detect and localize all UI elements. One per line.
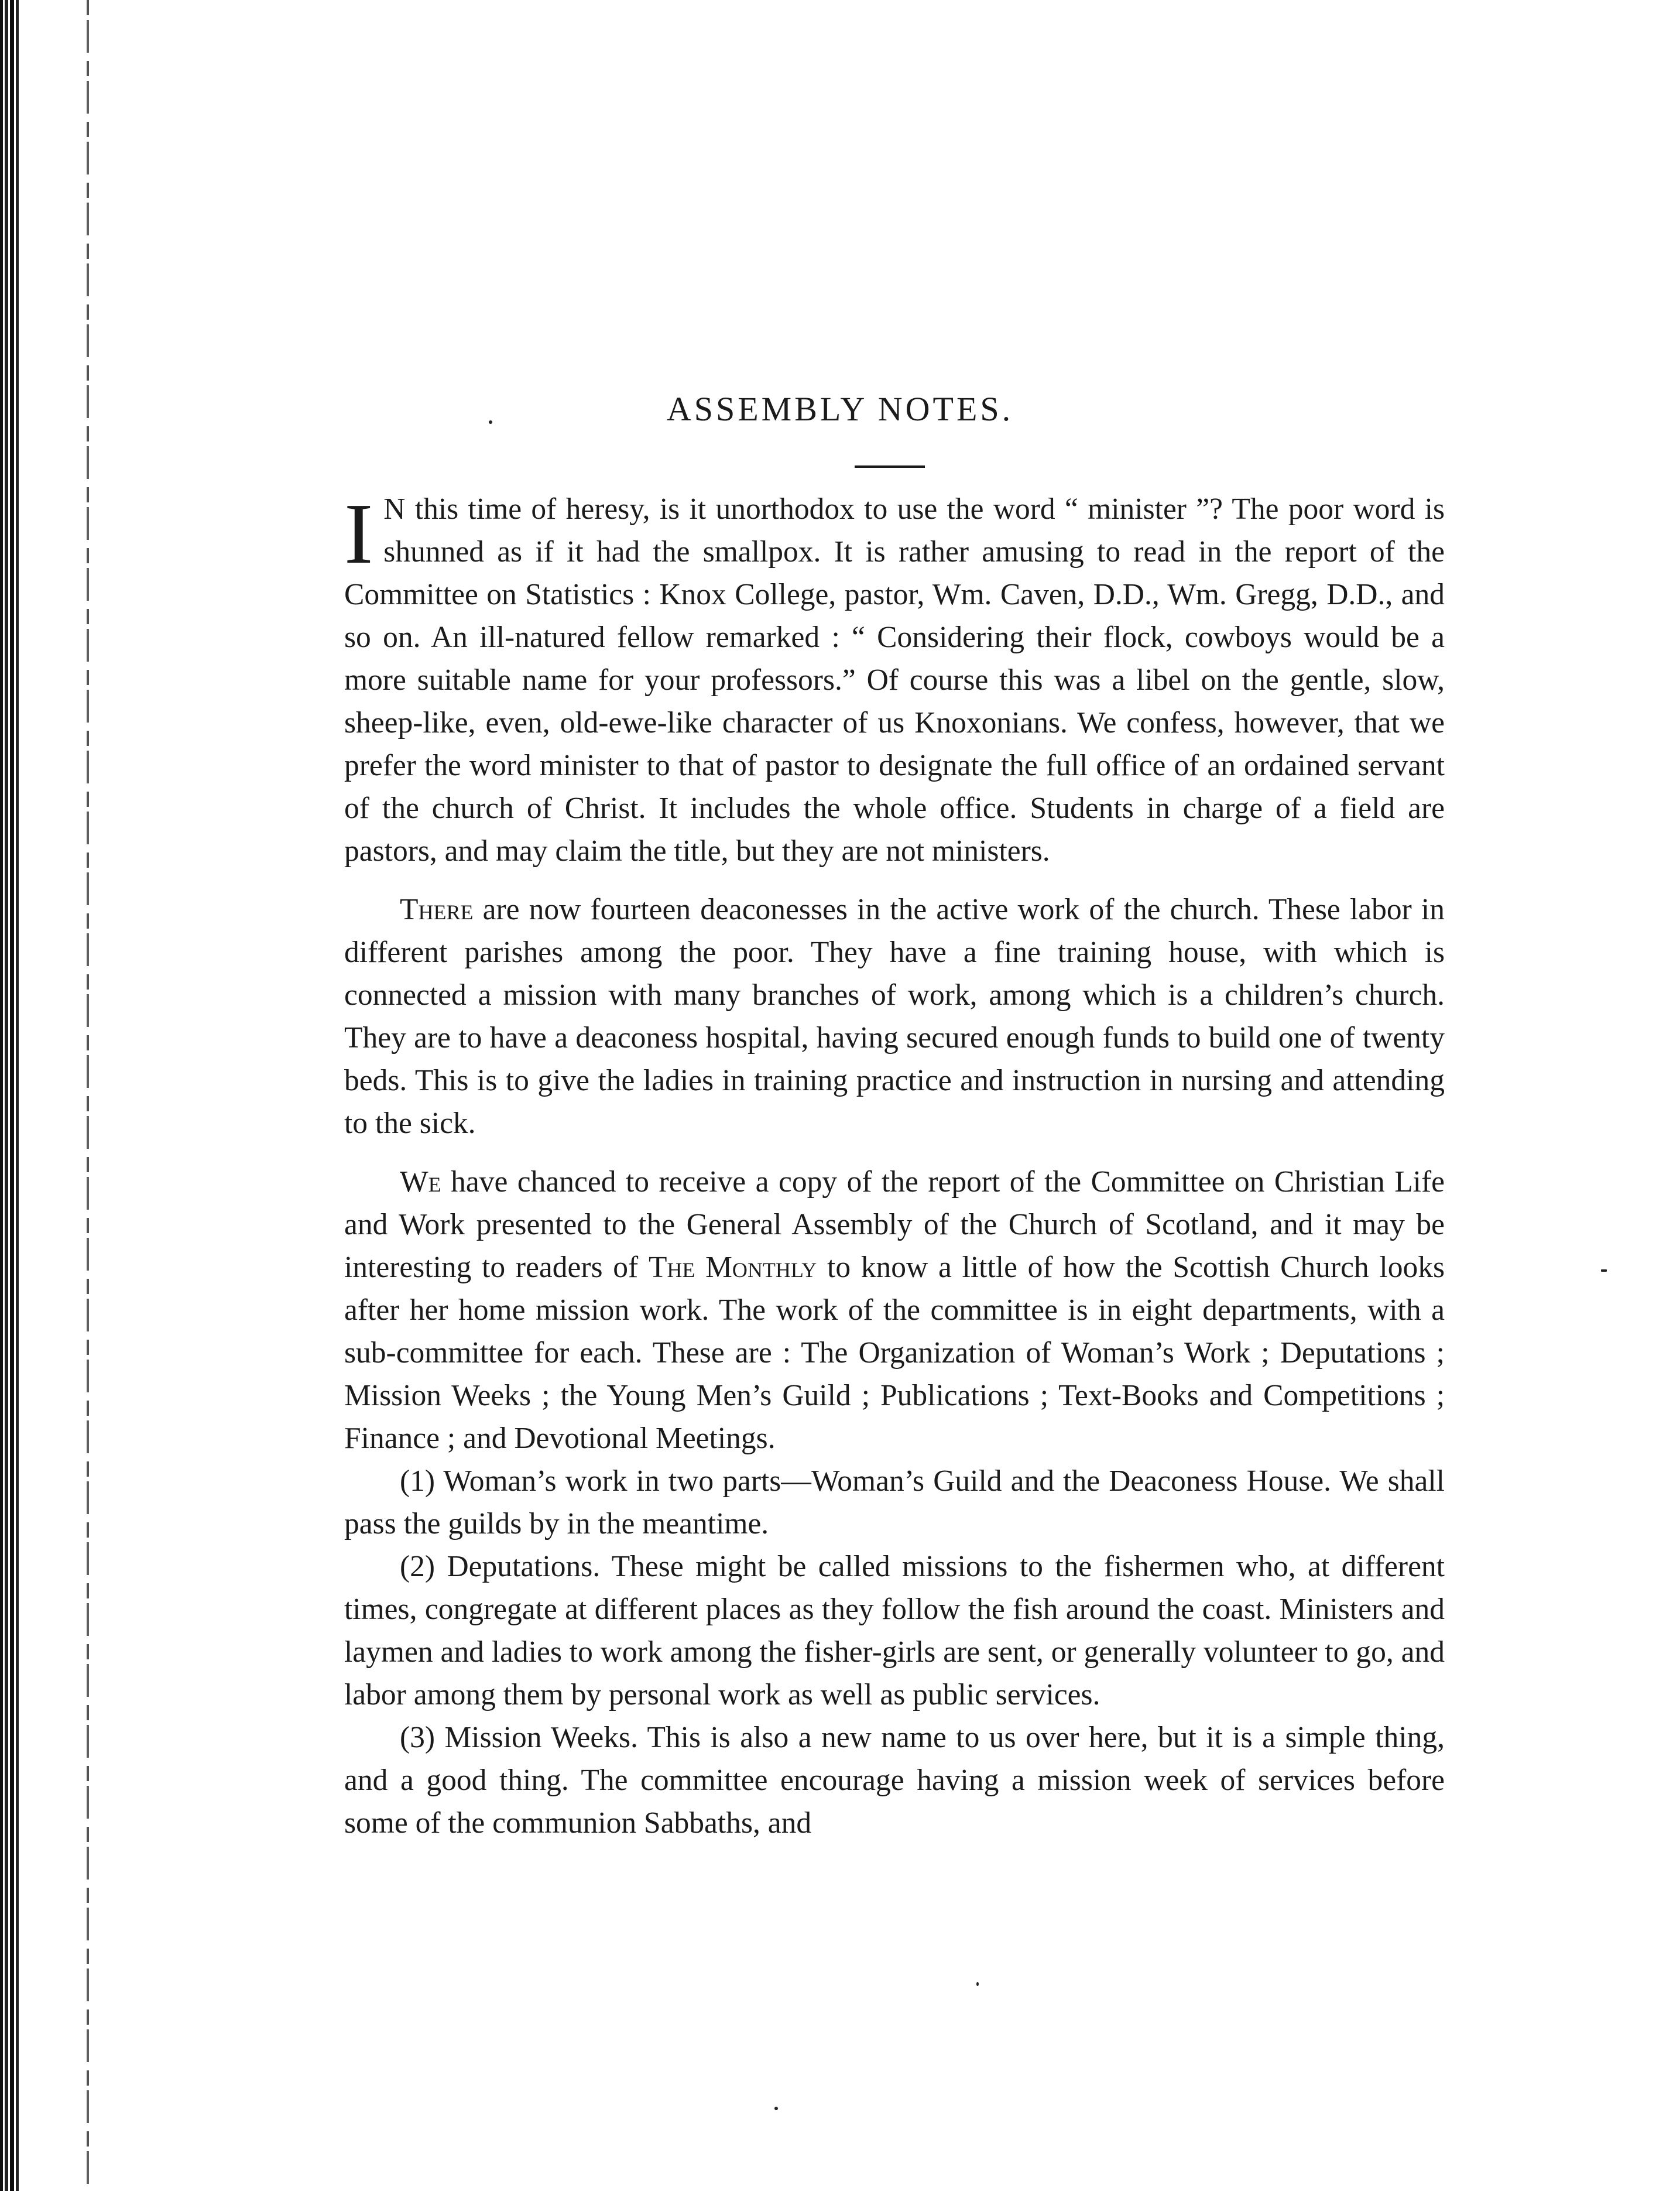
paragraph-text: are now fourteen deaconesses in the active work of the church. These labor in different parishes among the poor. They have a fine training house, with which is connected a mission with many branches of work, among which is a children’s church. They are to have a deaconess hospital, having secured enough funds to build one of twenty beds. This is to give the ladies in training practice and instruction in nursing and attending to the sick. xyxy=(344,893,1445,1140)
paragraph-text: (1) Woman’s work in two parts—Woman’s Guild and the Deaconess House. We shall pass the guilds by in the meantime. xyxy=(344,1464,1445,1540)
book-binding-edge xyxy=(0,0,23,2191)
ink-speck xyxy=(1601,1269,1607,1272)
paragraph-text: this time of heresy, is it unorthodox to use the word “ minister ”? The poor word is shunned as if it had the smallpox. It is rather amusing to read in the report of the Committee on Statistics : Knox College, pastor, Wm. Caven, D.D., Wm. Gregg, D.D., and so on. An ill-natured fellow remarked : “ Considering their flock, cowboys would be a more suitable name for your professors.” Of course this was a libel on the gentle, slow, sheep-like, even, old-ewe-like character of us Knoxonians. We confess, however, that we prefer the word minister to that of pastor to designate the full office of an ordained servant of the church of Christ. It includes the whole office. Students in charge of a field are pastors, and may claim the title, but they are not ministers. xyxy=(344,492,1445,868)
lead-word: We xyxy=(400,1165,441,1199)
page-title: ASSEMBLY NOTES. xyxy=(666,390,1014,428)
page-margin-edge xyxy=(87,0,89,2191)
paragraph-text: (3) Mission Weeks. This is also a new name to us over here, but it is a simple thing, and a good thing. The committee encourage having a mission week of services before some of the communion Sabbaths, and xyxy=(344,1721,1445,1840)
publication-name: The Monthly xyxy=(648,1251,817,1284)
drop-cap: I xyxy=(344,486,373,582)
paragraph-text: to know a little of how the Scottish Church looks after her home mission work. The work of the committee is in eight departments, with a sub-committee for each. These are : The Organization of Woman’s Work ; Deputations ; Mission Weeks ; the Young Men’s Guild ; Publications ; Text-Books and Competitions ; Finance ; and Devotional Meetings. xyxy=(344,1251,1445,1455)
paragraph-2 xyxy=(344,888,1445,1145)
ink-speck xyxy=(774,2107,778,2110)
paragraph-5 xyxy=(344,1545,1445,1716)
article-body xyxy=(344,488,1445,1844)
paragraph-1 xyxy=(344,488,1445,872)
ink-speck xyxy=(976,1982,979,1986)
paragraph-text: (2) Deputations. These might be called missions to the fishermen who, at different times, congregate at different places as they follow the fish around the coast. Ministers and laymen and ladies to work among the fisher-girls are sent, or generally volunteer to go, and labor among them by personal work as well as public services. xyxy=(344,1550,1445,1711)
title-rule xyxy=(855,465,925,468)
paragraph-4 xyxy=(344,1460,1445,1545)
lead-word: N xyxy=(383,492,406,526)
lead-word: There xyxy=(400,893,474,926)
paragraph-6 xyxy=(344,1716,1445,1844)
paragraph-3 xyxy=(344,1160,1445,1460)
paragraph-text: have chanced to receive a copy of the report of the Committee on Christian Life and Work presented to the General Assembly of the Church of Scotland, and it may be interesting to readers of xyxy=(344,1165,1445,1284)
